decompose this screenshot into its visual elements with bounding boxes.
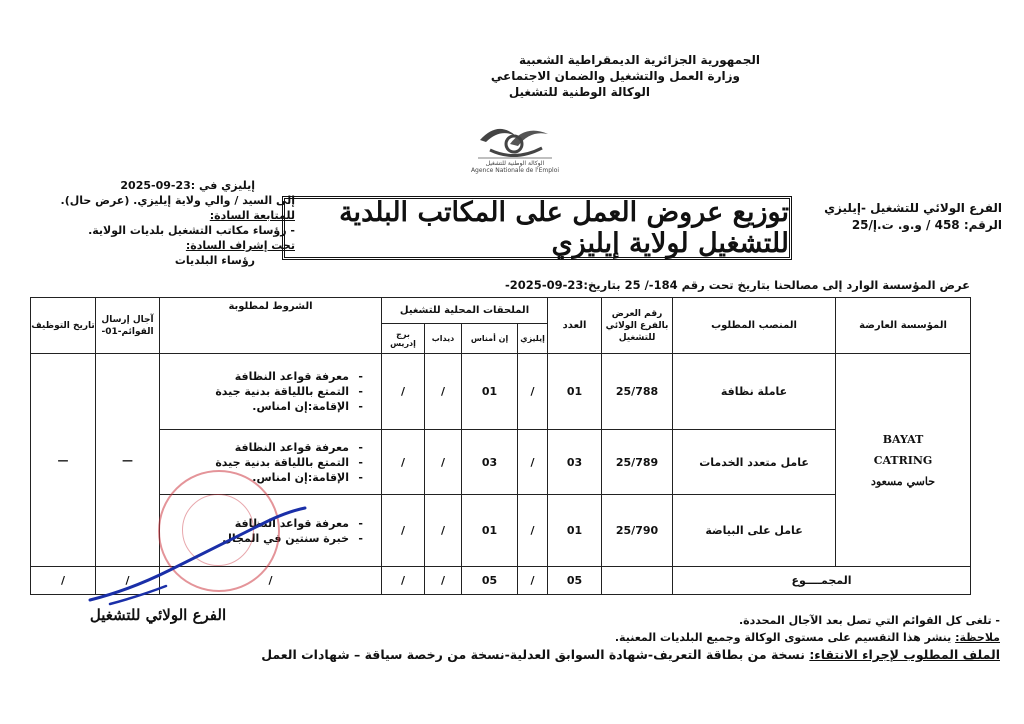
intro-line: عرض المؤسسة الوارد إلى مصالحنا بتاريخ تحت رقم 184-/ 25 بتاريخ:23-09-2025-	[505, 278, 970, 292]
annex-cell: /	[425, 495, 462, 567]
note-required-file	[40, 646, 1000, 663]
annex-cell: /	[425, 430, 462, 495]
annex-cell: /	[382, 495, 425, 567]
total-annex-cell: /	[382, 567, 425, 595]
conditions-cell	[160, 354, 382, 430]
position-cell: عاملة نظافة	[673, 354, 836, 430]
col-header-annex-in-amenas: إن أمناس	[462, 324, 518, 354]
condition-item: - التمتع باللياقة بدنية جيدة	[160, 384, 349, 399]
condition-item: - التمتع باللياقة بدنية جيدة	[160, 455, 349, 470]
company-cell	[836, 354, 971, 567]
notes-block	[40, 612, 1000, 663]
followup-label: للمتابعة السادة:	[209, 209, 295, 222]
total-annex-cell: 05	[462, 567, 518, 595]
logo-caption-fr: Agence Nationale de l'Emploi	[470, 167, 560, 174]
recipient-block	[60, 178, 295, 268]
header-line-ministry: وزارة العمل والتشغيل والضمان الاجتماعي	[490, 69, 740, 83]
logo-caption-ar: الوكالة الوطنية للتشغيل	[485, 160, 545, 167]
followup-list: - رؤساء مكاتب التشغيل بلديات الولاية.	[88, 224, 295, 237]
total-offer-cell	[602, 567, 673, 595]
signature-icon	[70, 500, 330, 620]
table-row	[31, 430, 971, 495]
col-header-position: المنصب المطلوب	[673, 298, 836, 354]
company-location: حاسي مسعود	[871, 474, 936, 488]
sender-reference: الرقم: 458 / و.و. ت.إ/25	[851, 218, 1002, 232]
note-required-file-text: نسخة من بطاقة التعريف-شهادة السوابق العدلية-نسخة من رخصة سياقة – شهادات العمل	[261, 647, 810, 662]
note-publication	[40, 629, 1000, 646]
condition-item: - معرفة قواعد النظافة	[160, 516, 349, 531]
condition-item: - الإقامة:إن امناس.	[160, 470, 349, 485]
header-line-republic: الجمهورية الجزائرية الديمقراطية الشعبية	[518, 53, 760, 67]
annex-cell: /	[518, 495, 548, 567]
position-cell: عامل على البياضة	[673, 495, 836, 567]
total-count: 05	[548, 567, 602, 595]
annex-cell: /	[425, 354, 462, 430]
total-annex-cell: /	[518, 567, 548, 595]
letter-date: إيليزي في :23-09-2025	[120, 179, 255, 192]
ministry-header	[300, 52, 760, 100]
total-label: المجمــــوع	[673, 567, 971, 595]
col-header-annex-illizi: إيليزي	[518, 324, 548, 354]
total-conditions: /	[160, 567, 382, 595]
company-name-line2: CATRING	[873, 453, 933, 467]
annex-cell: 01	[462, 495, 518, 567]
annex-cell: /	[382, 354, 425, 430]
col-header-annex-debdeb: ديداب	[425, 324, 462, 354]
note-deadline: - تلغى كل القوائم التي تصل بعد الآجال المحددة.	[738, 614, 1000, 627]
sender-block	[792, 200, 1002, 234]
document-title	[282, 196, 792, 260]
table-header-row	[31, 298, 971, 324]
count-cell: 01	[548, 354, 602, 430]
table-row	[31, 354, 971, 430]
condition-item: - معرفة قواعد النظافة	[160, 369, 349, 384]
sender-office: الفرع الولائي للتشغيل -إيليزي	[824, 201, 1002, 215]
annex-cell: 01	[462, 354, 518, 430]
condition-item: - خبرة سنتين في المجال	[160, 531, 349, 546]
count-cell: 03	[548, 430, 602, 495]
col-header-count: العدد	[548, 298, 602, 354]
logo-caption	[465, 160, 565, 174]
annex-cell: 03	[462, 430, 518, 495]
col-header-deadline: آجال إرسال القوائم-01-	[96, 298, 160, 354]
supervision-list: رؤساء البلديات	[174, 254, 255, 267]
offer-number-cell: 25/790	[602, 495, 673, 567]
company-name-line1: BAYAT	[882, 432, 924, 446]
note-required-file-label: الملف المطلوب لإجراء الانتقاء:	[809, 647, 1000, 662]
note-publication-label: ملاحظة:	[955, 631, 1000, 644]
hiring-date-cell: —	[31, 354, 96, 567]
col-header-offer-number: رقم العرض بالفرع الولائي للتشغيل	[602, 298, 673, 354]
total-annex-cell: /	[425, 567, 462, 595]
col-header-conditions: الشروط لمطلوبة	[160, 298, 382, 354]
col-header-annex-bordj-omar-driss: برج إدريس	[382, 324, 425, 354]
annex-cell: /	[382, 430, 425, 495]
recipient-to: إلى السيد / والي ولاية إيليزي. (عرض حال).	[60, 194, 295, 207]
total-deadline: /	[96, 567, 160, 595]
offer-number-cell: 25/789	[602, 430, 673, 495]
signature-label: الفرع الولائي للتشغيل	[89, 606, 227, 624]
count-cell: 01	[548, 495, 602, 567]
note-publication-text: ينشر هذا التقسيم على مستوى الوكالة وجميع البلديات المعنية.	[614, 631, 956, 644]
annex-cell: /	[518, 354, 548, 430]
document-title-text: توزيع عروض العمل على المكاتب البلدية للتشغيل لولاية إيليزي	[339, 197, 789, 259]
offer-number-cell: 25/788	[602, 354, 673, 430]
deadline-cell: —	[96, 354, 160, 567]
col-header-hiring-date: تاريخ التوظيف	[31, 298, 96, 354]
supervision-label: تحت إشراف السادة:	[185, 239, 295, 252]
annex-cell: /	[518, 430, 548, 495]
col-header-annexes: الملحقات المحلية للتشغيل	[382, 298, 548, 324]
condition-item: - الإقامة:إن امناس.	[160, 399, 349, 414]
total-hiring: /	[31, 567, 96, 595]
condition-item: - معرفة قواعد النظافة	[160, 440, 349, 455]
col-header-company: المؤسسة العارضة	[836, 298, 971, 354]
position-cell: عامل متعدد الخدمات	[673, 430, 836, 495]
header-line-agency: الوكالة الوطنية للتشغيل	[508, 85, 650, 99]
